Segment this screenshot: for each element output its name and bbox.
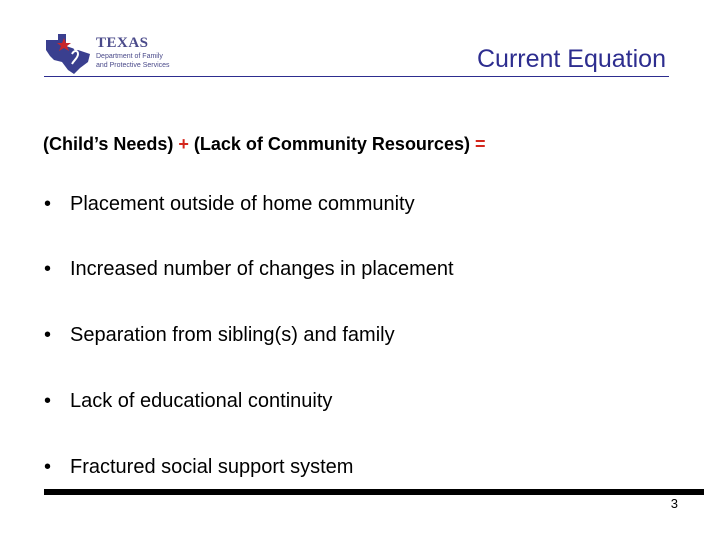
- equation-term-childs-needs: (Child’s Needs): [43, 134, 174, 154]
- bullet-icon: •: [44, 324, 52, 346]
- list-item-text: Fractured social support system: [70, 456, 354, 478]
- texas-map-icon: [44, 32, 94, 76]
- list-item: [44, 324, 395, 347]
- equation-equals-operator: =: [474, 134, 486, 154]
- list-item: [44, 193, 415, 216]
- bullet-icon: •: [44, 456, 52, 478]
- equation-plus-operator: +: [178, 134, 189, 154]
- footer-bar: [44, 489, 704, 495]
- list-item: [44, 390, 332, 413]
- bullet-icon: •: [44, 193, 52, 215]
- list-item-text: Lack of educational continuity: [70, 390, 333, 412]
- texas-dfps-logo: [44, 32, 184, 76]
- bullet-icon: •: [44, 390, 52, 412]
- list-item: [44, 456, 353, 479]
- equation-line: [43, 134, 486, 155]
- list-item-text: Separation from sibling(s) and family: [70, 324, 395, 346]
- bullet-icon: •: [44, 258, 52, 280]
- logo-subtitle-line2: and Protective Services: [96, 62, 170, 69]
- list-item: [44, 258, 454, 281]
- logo-subtitle-line1: Department of Family: [96, 53, 163, 60]
- logo-brand-text: TEXAS: [96, 35, 149, 51]
- list-item-text: Increased number of changes in placement: [70, 258, 454, 280]
- list-item-text: Placement outside of home community: [70, 193, 415, 215]
- equation-term-community-resources: (Lack of Community Resources): [193, 134, 470, 154]
- header-divider: [44, 76, 669, 77]
- page-number: 3: [670, 496, 678, 511]
- slide-title: Current Equation: [476, 45, 666, 73]
